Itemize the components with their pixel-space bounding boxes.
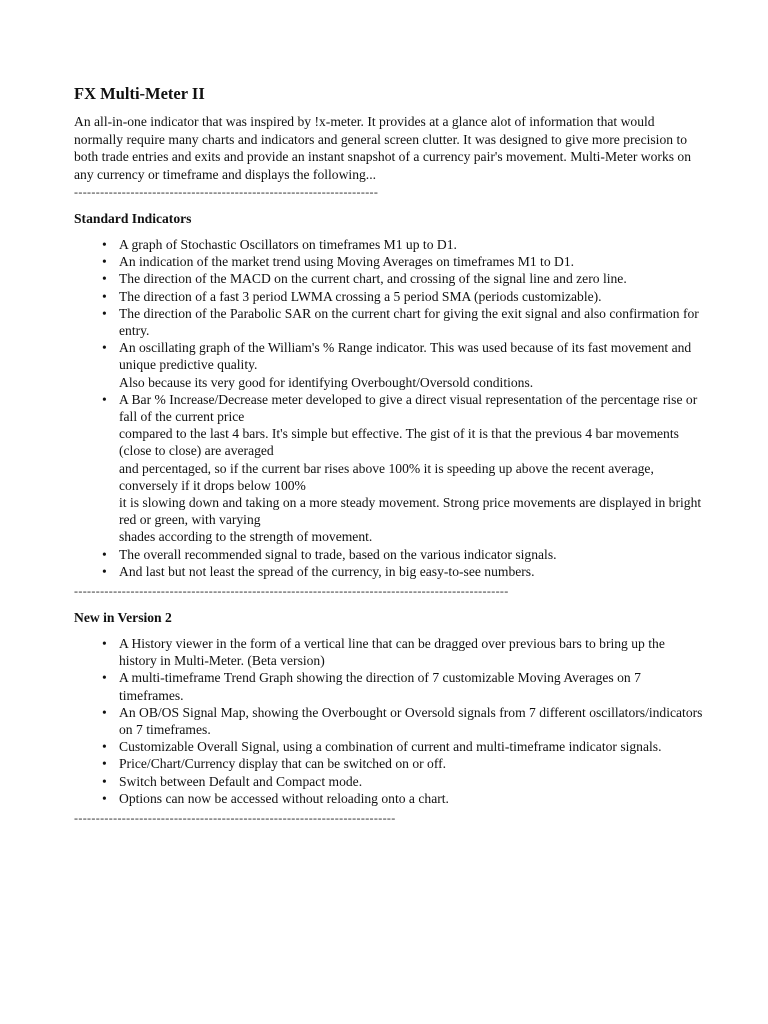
list-item: • Switch between Default and Compact mode. xyxy=(119,773,704,790)
list-item: • Customizable Overall Signal, using a combination of current and multi-timeframe indicator signals. xyxy=(119,738,704,755)
list-item: • And last but not least the spread of the currency, in big easy-to-see numbers. xyxy=(119,563,704,580)
list-item: • An indication of the market trend using Moving Averages on timeframes M1 to D1. xyxy=(119,253,704,270)
list-item: • A History viewer in the form of a vertical line that can be dragged over previous bars to bring up the history in Multi-Meter. (Beta version) xyxy=(119,635,704,669)
list-item: • A multi-timeframe Trend Graph showing the direction of 7 customizable Moving Averages on 7 timeframes. xyxy=(119,669,704,703)
page-title: FX Multi-Meter II xyxy=(74,84,205,103)
list-item: • An OB/OS Signal Map, showing the Overbought or Oversold signals from 7 different oscillators/indicators on 7 timeframes. xyxy=(119,704,704,738)
list-item: • A graph of Stochastic Oscillators on timeframes M1 up to D1. xyxy=(119,236,704,253)
section-heading-standard-indicators: Standard Indicators xyxy=(74,211,192,226)
standard-indicators-list xyxy=(74,236,704,580)
list-item: • The direction of a fast 3 period LWMA crossing a 5 period SMA (periods customizable). xyxy=(119,288,704,305)
new-in-version-2-list xyxy=(74,635,704,807)
list-item: • An oscillating graph of the William's % Range indicator. This was used because of its fast movement and unique predictive quality. Also because its very good for identifying Overbought/Oversold conditions. xyxy=(119,339,704,391)
divider-rule: -------------------------------------------------------------------------- xyxy=(74,811,396,826)
divider-rule: ---------------------------------------------------------------------------------------------------- xyxy=(74,584,509,599)
document-page xyxy=(74,84,704,826)
list-item: • The direction of the Parabolic SAR on the current chart for giving the exit signal and also confirmation for entry. xyxy=(119,305,704,339)
list-item: • Options can now be accessed without reloading onto a chart. xyxy=(119,790,704,807)
section-heading-new-in-version-2: New in Version 2 xyxy=(74,610,172,626)
intro-paragraph: An all-in-one indicator that was inspired by !x-meter. It provides at a glance alot of information that would normally require many charts and indicators and general screen clutter. It was designed to give more precision to both trade entries and exits and provide an instant snapshot of a currency pair's movement. Multi-Meter works on any currency or timeframe and displays the following... xyxy=(74,114,692,182)
list-item: • The direction of the MACD on the current chart, and crossing of the signal line and zero line. xyxy=(119,270,704,287)
list-item: • The overall recommended signal to trade, based on the various indicator signals. xyxy=(119,546,704,563)
list-item: • Price/Chart/Currency display that can be switched on or off. xyxy=(119,755,704,772)
list-item: • A Bar % Increase/Decrease meter developed to give a direct visual representation of the percentage rise or fall of the current price compared to the last 4 bars. It's simple but effective. The gist of it is that the previous 4 bar movements (close to close) are averaged and percentaged, so if the current bar rises above 100% it is speeding up above the recent average, conversely if it drops below 100% it is slowing down and taking on a more steady movement. Strong price movements are displayed in bright red or green, with varying shades according to the strength of movement. xyxy=(119,391,704,546)
divider-rule: ---------------------------------------------------------------------- xyxy=(74,185,379,199)
